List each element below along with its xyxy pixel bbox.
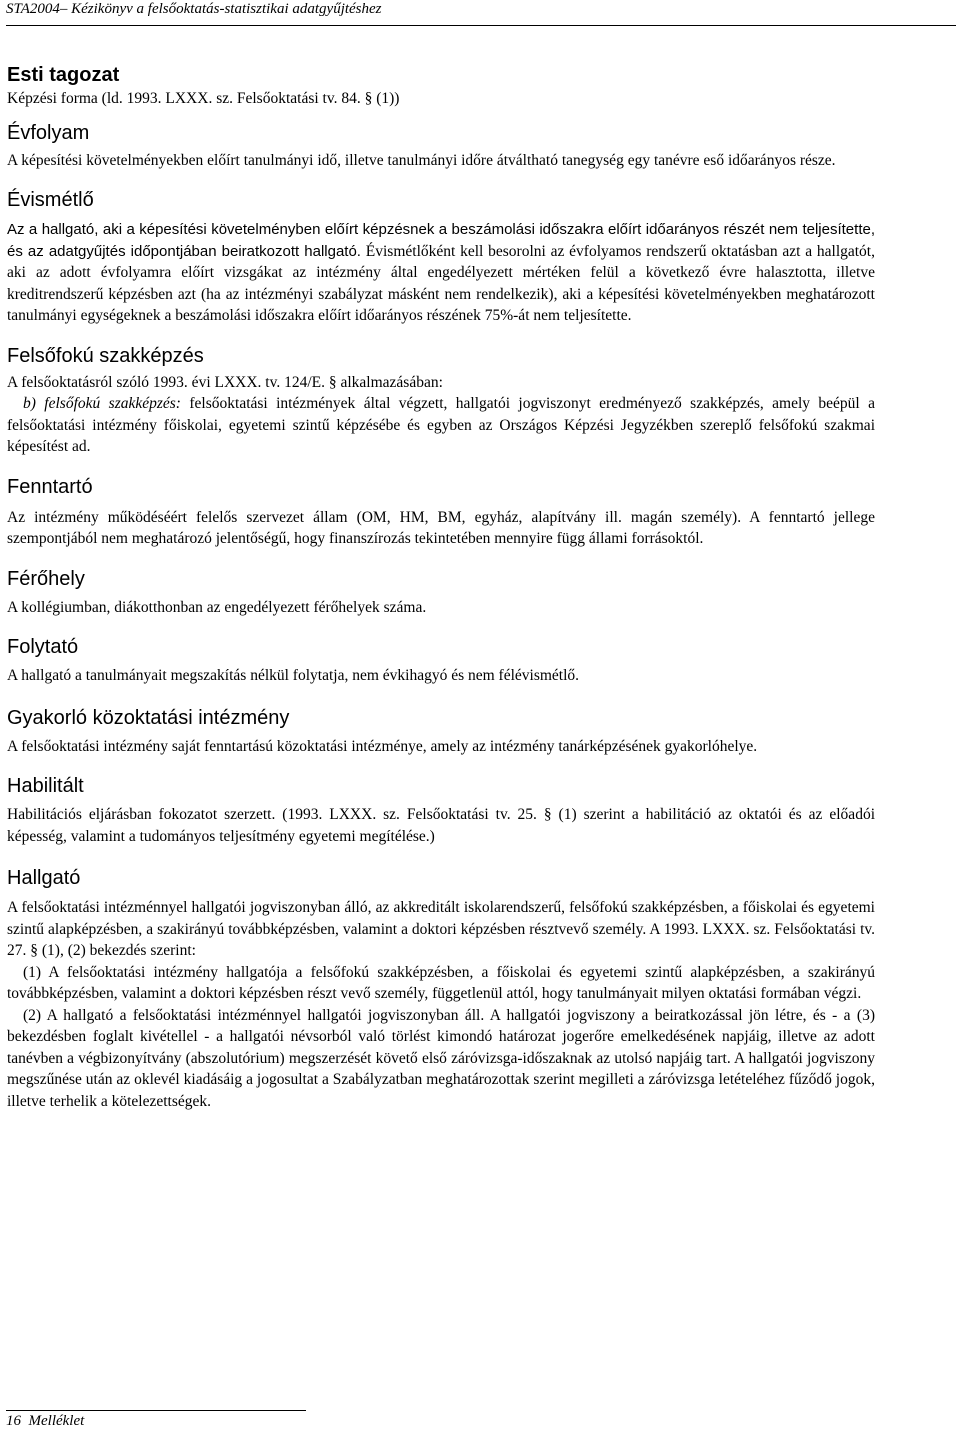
section-title: Habilitált bbox=[7, 775, 84, 797]
section-folytato bbox=[7, 634, 875, 687]
section-text: (2) A hallgató a felsőoktatási intézménnyel hallgatói jogviszonyban áll. A hallgatói jogviszony a beiratkozással jön létre, és - a (3) bekezdésben foglalt kivétellel - a hallgatói névsorból való törlést kimondó határozat jogerőre emelkedésének napjáig, illetve az adott tanévben a végbizonyítvány (abszolutórium) megszerzését követő első záróvizsga-időszaknak az utolsó napjáig tart. A hallgatói jogviszony megszűnése után az oklevél kiadásáig a jogosultat a Szabályzatban meghatározottak szerint megilleti a záróvizsga letételéhez fűződő jogok, illetve terhelik a kötelezettségek. bbox=[7, 1006, 875, 1110]
section-title: Felsőfokú szakképzés bbox=[7, 344, 204, 367]
section-text: Képzési forma (ld. 1993. LXXX. sz. Felsőoktatási tv. 84. § (1)) bbox=[7, 90, 400, 107]
section-hallgato bbox=[7, 865, 875, 1112]
page-number: 16 bbox=[6, 1413, 21, 1429]
section-title: Évfolyam bbox=[7, 121, 90, 144]
section-evfolyam bbox=[7, 120, 875, 172]
definition-text: felsőoktatási intézmények által végzett, hallgatói jogviszonyt eredményező szakképzés, amely beépül a felsőoktatási intézmény főiskolai, egyetemi szintű képzésébe és egyben az Országos Képzési Jegyzékben szereplő felsőfokú szakmai képesítést ad. bbox=[7, 395, 876, 455]
section-gyakorlo bbox=[7, 705, 875, 758]
document-body bbox=[7, 62, 875, 1127]
page-footer bbox=[6, 1410, 306, 1430]
section-evismetlo bbox=[7, 187, 875, 327]
section-text: A felsőoktatási intézmény saját fenntartású közoktatási intézménye, amely az intézmény tanárképzésének gyakorlóhelye. bbox=[7, 737, 758, 755]
section-fenntarto bbox=[7, 474, 875, 550]
section-title: Évismétlő bbox=[7, 189, 94, 211]
section-text bbox=[7, 219, 875, 327]
section-felsofoku-szakkepzes bbox=[7, 343, 875, 458]
section-title: Esti tagozat bbox=[7, 64, 120, 86]
section-ferohely bbox=[7, 566, 875, 619]
section-title: Fenntartó bbox=[7, 475, 93, 498]
section-text: A hallgató a tanulmányait megszakítás nélkül folytatja, nem évkihagyó és nem félévismétlő. bbox=[7, 667, 580, 684]
definition-serif-text: Évismétlőként kell besorolni az évfolyamos rendszerű oktatásban azt a hallgatót, aki az adott évfolyamra előírt vizsgákat az intézmény által engedélyezett mértéken felül a következő évre halasztotta, illetve kreditrendszerű képzésben azt (ha az intézményi szabályzat másként nem rendelkezik), aki a képesítési követelményekben meghatározott tanulmányi egységeknek a beszámolási időszakra előírt időarányos részének 75%-át nem teljesítette. bbox=[7, 242, 875, 324]
header-title: STA2004– Kézikönyv a felsőoktatás-statisztikai adatgyűjtéshez bbox=[6, 1, 382, 17]
section-title: Hallgató bbox=[7, 867, 81, 889]
footer-label: Melléklet bbox=[28, 1413, 85, 1429]
section-text: A képesítési követelményekben előírt tanulmányi idő, illetve tanulmányi időre átváltható tanegység egy tanévre eső időarányos része. bbox=[7, 151, 836, 169]
section-text: A felsőoktatási intézménnyel hallgatói jogviszonyban álló, az akkreditált iskolarendszerű, felsőfokú szakképzésben, a főiskolai és egyetemi szintű alapképzésben, a szakirányú továbbképzésben, valamint a doktori képzésben résztvevő személy. A 1993. LXXX. sz. Felsőoktatási tv. 27. § (1), (2) bekezdés szerint: bbox=[7, 899, 875, 959]
page-header bbox=[6, 0, 956, 26]
section-text bbox=[7, 393, 875, 458]
section-esti-tagozat bbox=[7, 62, 875, 110]
section-title: Gyakorló közoktatási intézmény bbox=[7, 706, 290, 729]
definition-term: b) felsőfokú szakképzés: bbox=[23, 395, 181, 412]
section-title: Folytató bbox=[7, 636, 79, 658]
section-text: A felsőoktatásról szóló 1993. évi LXXX. tv. 124/E. § alkalmazásában: bbox=[7, 373, 443, 391]
section-text: Az intézmény működéséért felelős szervezet állam (OM, HM, BM, egyház, alapítvány ill. magán személy). A fenntartó jellege szempontjából nem meghatározó jelentőségű, hogy finanszírozás tekintetében mennyire függ állami forrásoktól. bbox=[7, 508, 875, 547]
section-title: Férőhely bbox=[7, 567, 85, 590]
definition-sans-text: Az a hallgató, aki a képesítési követelményben előírt képzésnek a beszámolási időszakra előírt időarányos részét nem teljesítette, és az adatgyűjtés időpontjában beiratkozott hallgató. bbox=[7, 221, 875, 260]
section-text: Habilitációs eljárásban fokozatot szerzett. (1993. LXXX. sz. Felsőoktatási tv. 25. § (1) szerint a habilitáció az oktatói és az előadói képesség, valamint a tudományos teljesítmény egyetemi megítélése.) bbox=[7, 806, 875, 845]
section-text: (1) A felsőoktatási intézmény hallgatója a felsőfokú szakképzésben, a főiskolai és egyetemi szintű alapképzésben, a szakirányú továbbképzésben, valamint a doktori képzésben részt vevő személy, függetlenül attól, hogy tanulmányait milyen oktatási formában végzi. bbox=[7, 963, 875, 1002]
section-habilitalt bbox=[7, 773, 875, 847]
section-text: A kollégiumban, diákotthonban az engedélyezett férőhelyek száma. bbox=[7, 598, 427, 616]
